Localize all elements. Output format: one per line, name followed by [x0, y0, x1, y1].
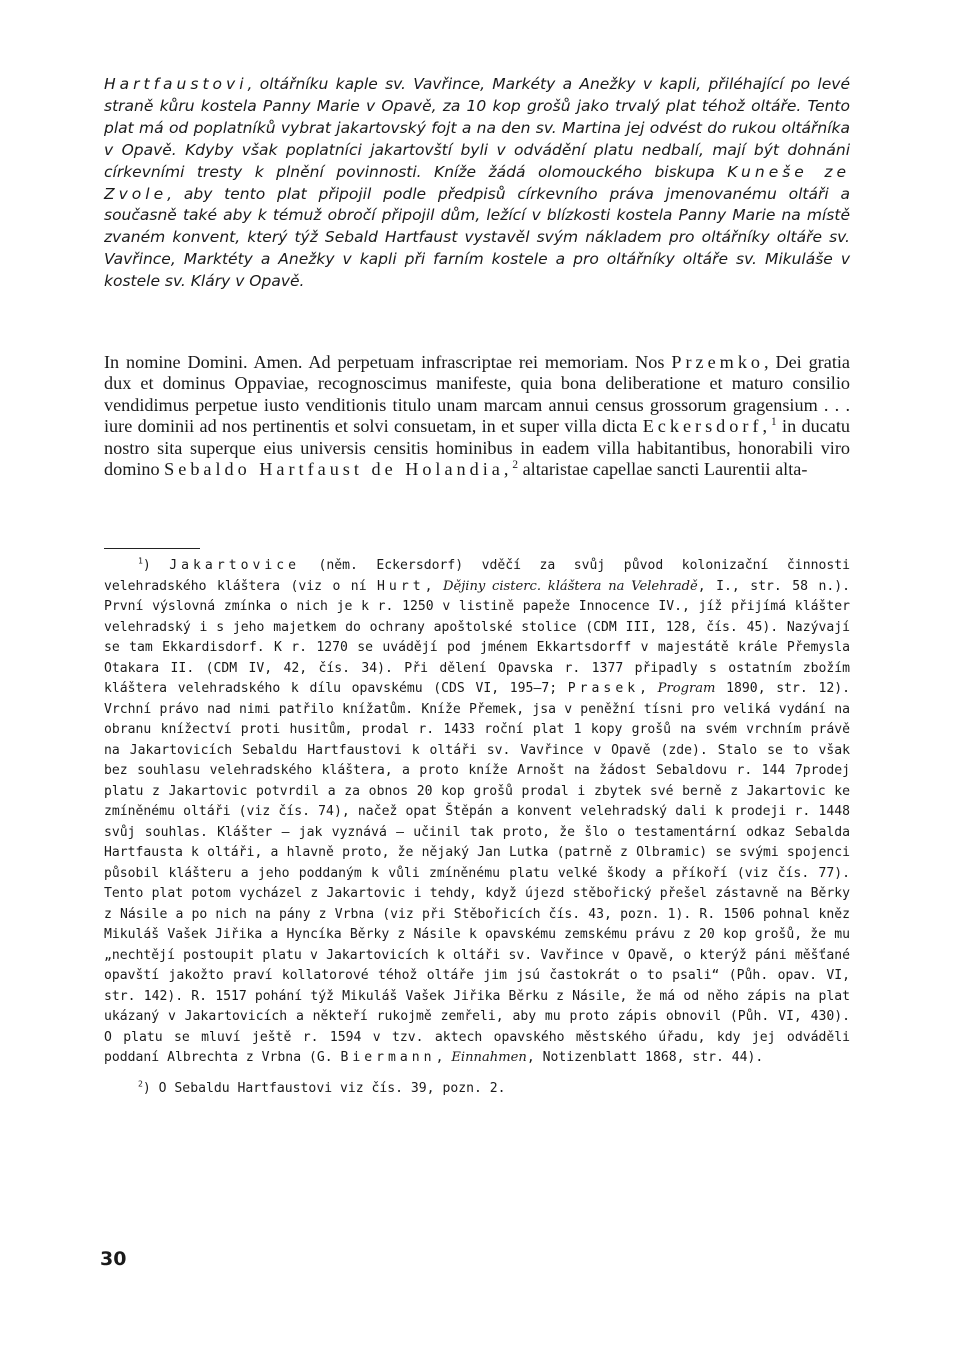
footnote-1-text-e: ,: [639, 681, 658, 696]
footnote-1-prasek: Prasek: [567, 681, 640, 696]
charter-part-3: in ducatu nostro sita superque eius universis censitis hominibus in eadem villa habitantibus, honorabili viro domino: [104, 416, 850, 480]
footnote-1-mark: 1: [138, 555, 143, 566]
footnote-1-book-3: Einnahmen: [451, 1050, 527, 1065]
regest-name: Hartfaustovi: [104, 75, 248, 93]
footnote-1-place: Jakartovice: [169, 558, 300, 573]
footnote-1-hurt: Hurt: [377, 578, 425, 594]
footnote-1-text-d: , I., str. 58 n.). První výslovná zmínka o nich je k r. 1250 v listině papeže Innocence IV., jíž přijímá klášter velehradský i s jeho majetkem do ochrany apoštolské stolice (CDM III, 128, čís. 45). Nazývají se tam Ekkardisdorf. K r. 1270 se uvádějí pod jménem Ekkartsdorff v majestátě krále Přemysla Otakara II. (CDM IV, 42, čís. 34). Při dělení Opavska r. 1377 připadly s ostatním zbožím kláštera velehradského k dílu opavskému (CDS VI, 195—7;: [104, 578, 850, 696]
regest-paragraph: [104, 74, 850, 293]
regest-text: , oltářníku kaple sv. Vavřince, Markéty a Anežky v kapli, přiléhající po levé straně kůru kostela Panny Marie v Opavě, za 10 kop grošů jako trvalý plat téhož oltáře. Tento plat má od poplatníků vybrat jakartovský fojt a na den sv. Martina jej odvést do rukou oltářníka v Opavě. Kdyby však poplatníci jakartovští byli v odvádění platu nedbalí, mají být dohnáni církevními tresty k plnění povinnosti. Kníže žádá olomouckého biskupa: [104, 75, 850, 181]
footnote-1-biermann: Biermann: [340, 1050, 436, 1065]
footnote-ref-1: 1: [771, 416, 777, 429]
footnote-1-text-h: , Notizenblatt 1868, str. 44).: [526, 1050, 764, 1065]
footnote-2-text: ) O Sebaldu Hartfaustovi viz čís. 39, pozn. 2.: [142, 1080, 506, 1096]
footnote-2: [104, 1079, 850, 1100]
charter-text: [104, 352, 850, 480]
footnote-ref-2: 2: [512, 458, 519, 471]
charter-sebald: Sebaldo Hartfaust de Holandia,: [164, 459, 513, 480]
footnote-1-text-g: ,: [435, 1050, 452, 1065]
footnote-1-book-2: Program: [657, 681, 716, 696]
regest-text-2: , aby tento plat připojil podle předpisů církevního práva jmenovanému oltáři a současně také aby k témuž obročí připojil dům, ležící v blízkosti kostela Panny Marie na místě zvaném konvent, který týž Sebald Hartfaust vystavěl svým nákladem pro oltářníky oltáře sv. Vavřince, Marktéty a Anežky v kapli při farním kostele a pro oltářníky oltáře sv. Mikuláše v kostele sv. Kláry v Opavě.: [104, 184, 850, 291]
page-number: 30: [100, 1248, 127, 1270]
charter-part-4: altaristae capellae sancti Laurentii alta-: [518, 459, 808, 480]
charter-part-2: , Dei gratia dux et dominus Oppaviae, recognoscimus manifeste, quia bona deliberatione et maturo consilio vendidimus perpetue iusto venditionis titulo unam marcam annui census grossorum gragensium . . . iure dominii ad nos pertinentis et solvi consuetam, in et super villa dicta: [104, 352, 850, 437]
footnotes: [104, 556, 850, 1099]
charter-part-1: In nomine Domini. Amen. Ad perpetuam infrascriptae rei memoriam. Nos: [104, 352, 672, 372]
footnote-2-mark: 2: [138, 1078, 143, 1089]
footnote-1-text-f: 1890, str. 12). Vrchní právo nad nimi patřilo knížatům. Kníže Přemek, jsa v peněžní tísni pro veliká vydání na obranu knížectví proti husitům, prodal r. 1433 roční plat 1 kopy grošů na svém vrchním právě na Jakartovicích Sebaldu Hartfaustovi k oltáři sv. Vavřince v Opavě (zde). Stalo se to však bez souhlasu velehradského kláštera, a proto kníže Arnošt na žádost Sebaldovu r. 144 7prodej platu z Jakartovic potvrdil a za obnos 20 kop grošů prodal i zbytek své berně z Jakartovic ke zmíněnému oltáři (viz čís. 74), načež opat Štěpán a konvent velehradský dali k prodeji r. 1448 svůj souhlas. Klášter — jak vyznává — učinil tak proto, že šlo o testamentární odkaz Sebalda Hartfausta k oltáři, a hlavně proto, že nějaký Jan Lutka (patrně z Olbramic) se svými spojenci působil klášteru a jeho poddaným k vůli zmíněnému platu velké škody a příkoří (viz čís. 77). Tento plat potom vycházel z Jakartovic i tehdy, když újezd stěbořický přešel zástavně na Běrky z Násile a po nich na pány z Vrbna (viz při Stěbořicích čís. 43, pozn. 1). R. 1506 pohnal kněz Mikuláš Vašek Jiřika a Hyncíka Běrky z Násile k opavskému zemskému právu z 20 kop grošů, že mu „nechtějí postoupit platu v Jakartovicích k oltáři sv. Vavřince v Opavě, o kterýž páni měšťané opavští jakožto praví kollatorové téhož oltáře jim jsú častokrát o to psali“ (Půh. opav. VI, str. 142). R. 1517 pohání týž Mikuláš Vašek Jiřika Běrku z Násile, že má od něho zápis na plat ukázaný v Jakartovicích a někteří rukojmě zemřeli, aby mu proto zápis obnovil (Půh. VI, 430). O platu se mluví ještě r. 1594 v tzv. aktech opavského městského úřadu, kdy jej odváděli poddaní Albrechta z Vrbna (G.: [104, 681, 850, 1065]
footnote-1-text-b: (něm. Eckersdorf) vděčí za svůj původ kolonizační činnosti velehradského kláštera (viz o ní: [104, 558, 850, 594]
regest-bishop: Kuneše ze Zvole: [104, 162, 850, 203]
footnote-1-book-1: Dějiny cisterc. kláštera na Velehradě: [442, 578, 698, 594]
footnote-1: [104, 556, 850, 1069]
charter-village: Eckersdorf,: [642, 416, 772, 437]
charter-duke: Przemko: [671, 352, 765, 372]
footnote-1-text-c: ,: [424, 578, 443, 594]
footnote-divider: [104, 548, 200, 549]
footnote-1-text-a: ): [142, 558, 170, 573]
